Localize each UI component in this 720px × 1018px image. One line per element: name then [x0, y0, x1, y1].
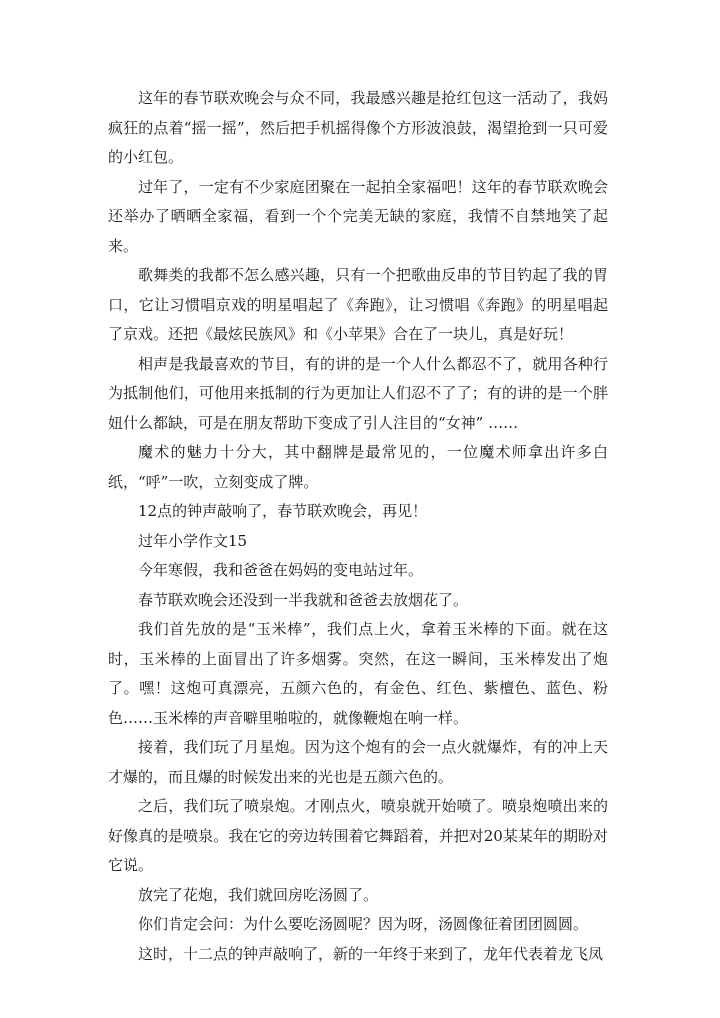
- paragraph-goodbye: 12点的钟声敲响了，春节联欢晚会，再见！: [138, 502, 428, 520]
- paragraph-midnight: 这时，十二点的钟声敲响了，新的一年终于来到了，龙年代表着龙飞凤: [138, 944, 604, 963]
- paragraph-moon-star: 接着，我们玩了月星炮。因为这个炮有的会一点火就爆炸，有的冲上天才爆的，而且爆的时候发出来的光也是五颜六色的。: [108, 738, 608, 786]
- paragraph-family-photo: 过年了，一定有不少家庭团聚在一起拍全家福吧！这年的春节联欢晚会还举办了晒晒全家福，看到一个个完美无缺的家庭，我情不自禁地笑了起来。: [108, 177, 608, 255]
- paragraph-fireworks-start: 春节联欢晚会还没到一半我就和爸爸去放烟花了。: [138, 590, 469, 609]
- paragraph-winter-vacation: 今年寒假，我和爸爸在妈妈的变电站过年。: [138, 561, 424, 579]
- paragraph-song-dance: 歌舞类的我都不怎么感兴趣，只有一个把歌曲反串的节目钓起了我的胃口，它让习惯唱京戏的明星唱起了《奔跑》，让习惯唱《奔跑》的明星唱起了京戏。还把《最炫民族风》和《小苹果》合在了一块儿，真是好玩！: [108, 266, 608, 343]
- paragraph-tangyuan: 放完了花炮，我们就回房吃汤圆了。: [138, 885, 379, 904]
- paragraph-question: 你们肯定会问：为什么要吃汤圆呢？因为呀，汤圆像征着团团圆圆。: [138, 915, 589, 933]
- document-body: [108, 84, 608, 969]
- paragraph-fountain: 之后，我们玩了喷泉炮。才刚点火，喷泉就开始喷了。喷泉炮喷出来的好像真的是喷泉。我在它的旁边转围着它舞蹈着，并把对20某某年的期盼对它说。: [108, 797, 608, 874]
- paragraph-red-envelope: 这年的春节联欢晚会与众不同，我最感兴趣是抢红包这一活动了，我妈疯狂的点着“摇一摇”，然后把手机摇得像个方形波浪鼓，渴望抢到一只可爱的小红包。: [108, 89, 608, 166]
- essay-title: 过年小学作文15: [138, 531, 248, 550]
- paragraph-corn-stick: 我们首先放的是“玉米棒”，我们点上火，拿着玉米棒的下面。就在这时，玉米棒的上面冒出了许多烟雾。突然，在这一瞬间，玉米棒发出了炮了。嘿！这炮可真漂亮，五颜六色的，有金色、红色、紫檀色、蓝色、粉色……玉米棒的声音噼里啪啦的，就像鞭炮在响一样。: [108, 620, 608, 727]
- paragraph-magic: 魔术的魅力十分大，其中翻牌是最常见的，一位魔术师拿出许多白纸，“呼”一吹，立刻变成了牌。: [108, 443, 608, 491]
- paragraph-crosstalk: 相声是我最喜欢的节目，有的讲的是一个人什么都忍不了，就用各种行为抵制他们，可他用来抵制的行为更加让人们忍不了了；有的讲的是一个胖妞什么都缺，可是在朋友帮助下变成了引人注目的“女神” ……: [108, 354, 608, 432]
